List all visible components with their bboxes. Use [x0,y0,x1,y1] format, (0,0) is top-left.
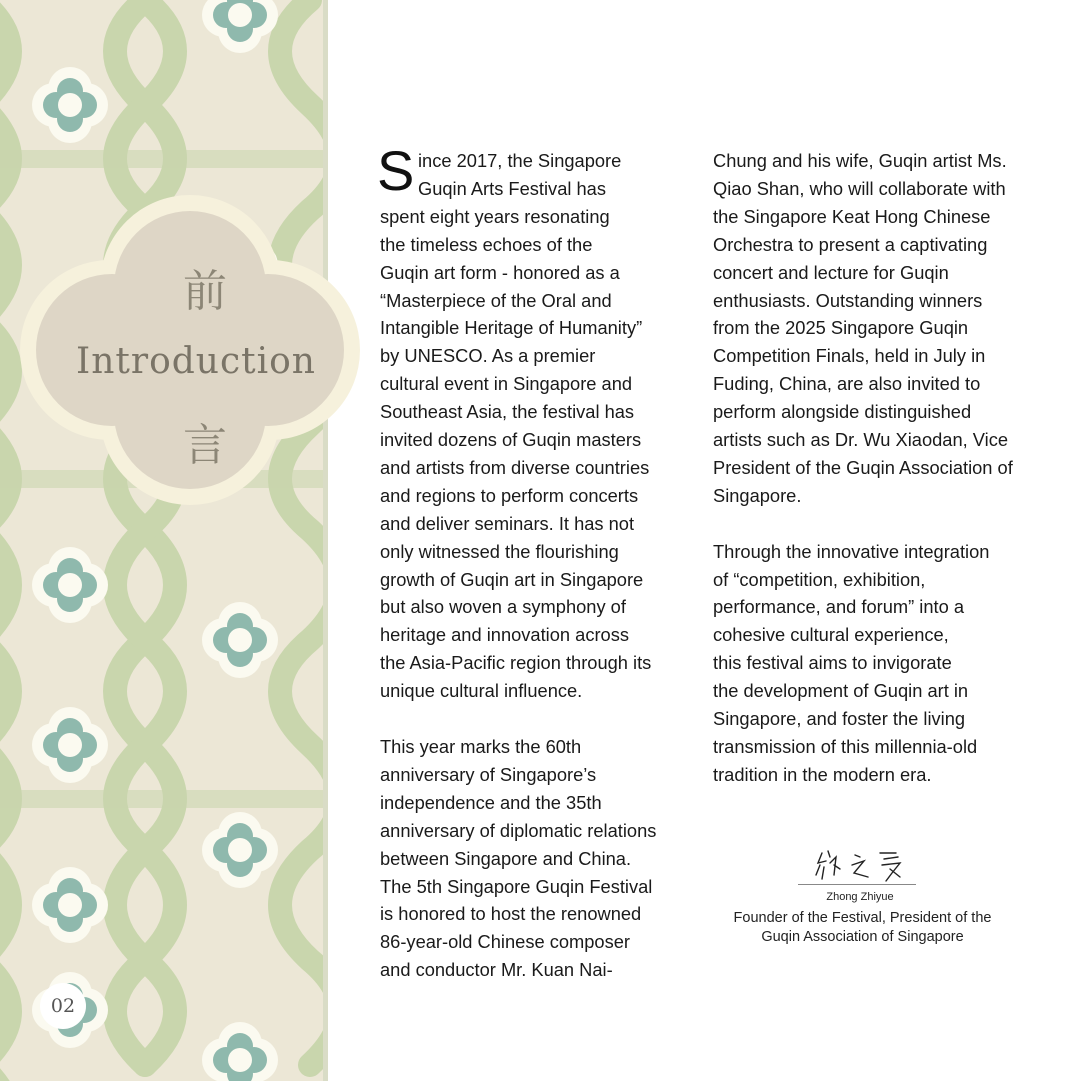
text-line: cultural event in Singapore and [380,373,633,395]
dropcap-line-1: ince 2017, the Singapore [418,150,622,171]
text-line: Intangible Heritage of Humanity” [380,317,643,339]
text-line: “Masterpiece of the Oral and [380,289,612,311]
text-line: Competition Finals, held in July in [713,345,986,367]
text-line: Qiao Shan, who will collaborate with [713,177,1006,199]
dropcap-letter: S [377,139,415,202]
text-line: by UNESCO. As a premier [380,345,596,367]
text-line: independence and the 35th [380,791,602,813]
text-line: enthusiasts. Outstanding winners [713,289,983,311]
text-line: Fuding, China, are also invited to [713,373,981,395]
text-line: anniversary of diplomatic relations [380,819,657,841]
text-line: President of the Guqin Association of [713,456,1013,478]
text-line: only witnessed the flourishing [380,540,619,562]
paragraph-1 [380,203,700,705]
text-line: the Singapore Keat Hong Chinese [713,205,991,227]
text-line: 86-year-old Chinese composer [380,931,630,953]
decorative-side-panel [0,0,323,1081]
text-line: This year marks the 60th [380,736,582,757]
text-line: between Singapore and China. [380,847,632,869]
text-line: Southeast Asia, the festival has [380,401,635,423]
text-line: Orchestra to present a captivating [713,233,988,255]
signatory-name: Zhong Zhiyue [826,891,894,903]
text-line: from the 2025 Singapore Guqin [713,317,969,339]
panel-edge [323,0,328,1081]
text-line: is honored to host the renowned [380,903,642,925]
text-line: and artists from diverse countries [380,456,650,478]
signatory-title-line-2: Guqin Association of Singapore [761,929,964,945]
section-title: Introduction [76,341,316,382]
title-char-bottom: 言 [183,420,227,471]
signatory-title-line-1: Founder of the Festival, President of the [733,910,992,926]
text-line: perform alongside distinguished [713,401,972,423]
title-char-top: 前 [183,266,227,317]
text-column-right [713,147,1058,789]
text-line: the timeless echoes of the [380,233,593,255]
text-line: the development of Guqin art in [713,680,969,702]
paragraph-4 [713,538,1058,789]
text-line: The 5th Singapore Guqin Festival [380,875,653,897]
paragraph-3 [713,147,1058,510]
text-line: but also woven a symphony of [380,596,626,618]
lattice-pattern [0,0,323,1081]
text-line: tradition in the modern era. [713,763,932,785]
text-line: unique cultural influence. [380,680,583,702]
text-line: Guqin art form - honored as a [380,261,620,283]
dropcap-block [377,139,700,203]
text-line: and regions to perform concerts [380,484,639,506]
text-line: growth of Guqin art in Singapore [380,568,644,590]
text-line: heritage and innovation across [380,624,629,646]
title-medallion [20,195,360,505]
text-line: and conductor Mr. Kuan Nai- [380,959,613,981]
text-line: transmission of this millennia-old [713,736,978,758]
handwritten-signature [800,845,920,885]
text-column-left [377,139,700,984]
signature-rule [798,884,916,885]
text-line: and deliver seminars. It has not [380,512,635,534]
text-line: concert and lecture for Guqin [713,261,949,283]
signatory-title [720,909,1005,947]
text-line: cohesive cultural experience, [713,624,949,646]
page-number: 02 [40,983,86,1029]
text-line: the Asia-Pacific region through its [380,652,652,674]
text-line: Through the innovative integration [713,540,990,562]
dropcap-line-2: Guqin Arts Festival has [418,177,606,199]
text-line: spent eight years resonating [380,205,610,227]
text-line: of “competition, exhibition, [713,568,926,590]
text-line: Singapore. [713,484,802,506]
text-line: anniversary of Singapore’s [380,763,597,785]
text-line: artists such as Dr. Wu Xiaodan, Vice [713,429,1009,451]
text-line: Chung and his wife, Guqin artist Ms. [713,150,1007,171]
text-line: performance, and forum” into a [713,596,964,618]
text-line: this festival aims to invigorate [713,652,952,674]
text-line: Singapore, and foster the living [713,708,966,730]
paragraph-2 [380,733,700,984]
text-line: invited dozens of Guqin masters [380,429,642,451]
